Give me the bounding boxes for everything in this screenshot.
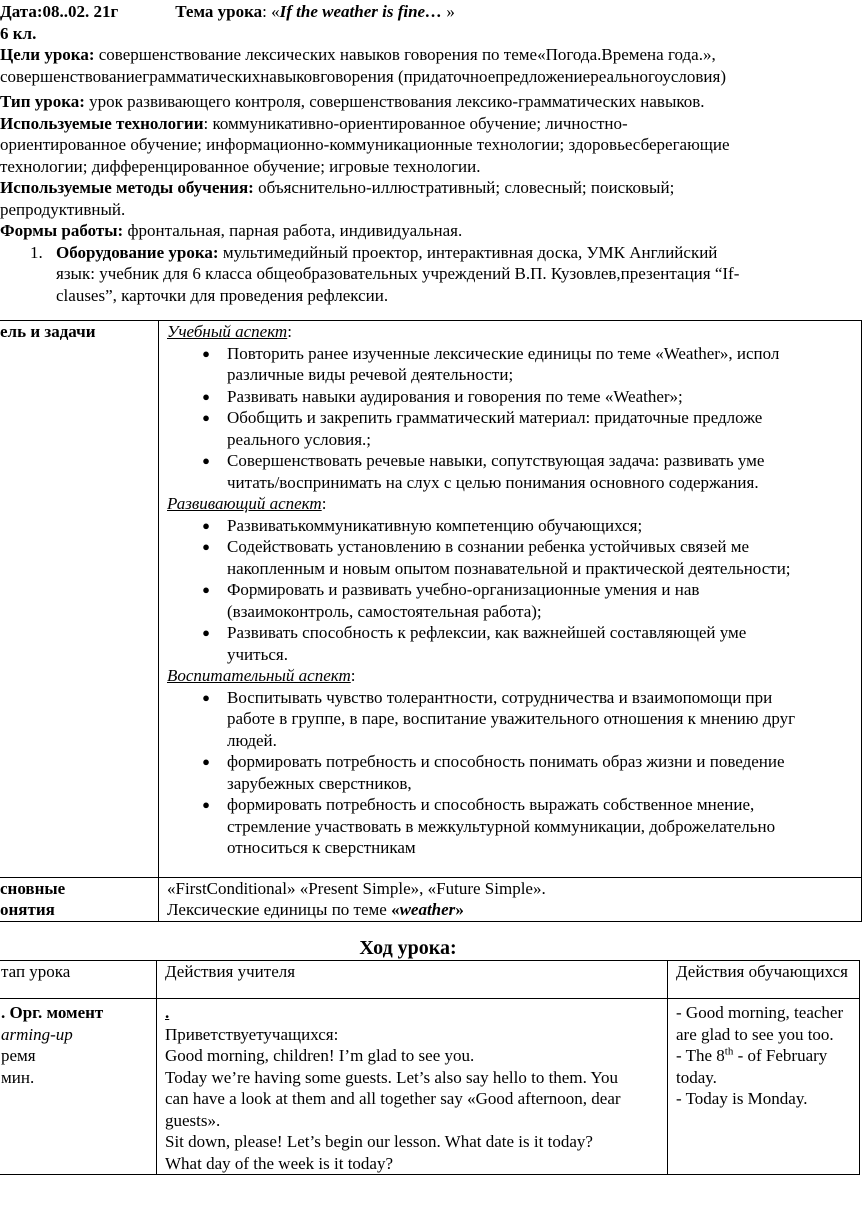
lesson-header <box>0 1 816 306</box>
date-label: Дата:08..02. 21г <box>0 2 119 21</box>
equip-line3: clauses”, карточки для проведения рефлексии. <box>56 285 389 305</box>
teacher-actions <box>165 1024 662 1175</box>
teacher-line: Приветствуетучащихся: <box>165 1024 339 1044</box>
goals-line1 <box>0 44 816 66</box>
vos-item-line: зарубежных сверстников, <box>227 773 412 793</box>
tech-label: Используемые технологии <box>0 113 204 133</box>
vos-item-line: формировать потребность и способность понимать образ жизни и поведение <box>227 752 785 771</box>
topic-end: » <box>442 2 455 21</box>
tech-line3: технологии; дифференцированное обучение; игровые технологии. <box>0 156 481 176</box>
edu-aspect-list <box>167 343 855 494</box>
forms-label: Формы работы: <box>0 221 124 240</box>
forms-line <box>0 220 816 242</box>
dev-aspect-list <box>167 515 855 666</box>
methods-text1: объяснительно-иллюстративный; словесный; поисковый; <box>253 178 675 197</box>
dev-item-line: учиться. <box>227 644 288 664</box>
goals-label: Цели урока: <box>0 45 95 64</box>
dev-item <box>167 536 855 579</box>
concepts-line1: «FirstConditional» «Present Simple», «Future Simple». <box>167 878 546 898</box>
forms-value: фронтальная, парная работа, индивидуальная. <box>123 221 463 240</box>
concepts-line2: Лексические единицы по теме «weather» <box>167 900 464 919</box>
equip-num: 1. <box>30 242 43 262</box>
bullet-icon: ● <box>202 689 210 705</box>
edu-item-line: реального условия.; <box>227 429 372 449</box>
goals-text1: совершенствование лексических навыков говорения по теме«Погода.Времена года.», <box>94 45 716 64</box>
lesson-title: Ход урока: <box>359 937 457 959</box>
stage-name: Орг. момент <box>5 1003 104 1022</box>
stages-header-row <box>0 961 860 999</box>
dev-item <box>167 579 855 622</box>
equip-text1: мультимедийный проектор, интерактивная доска, УМК Английский <box>218 242 718 262</box>
edu-item-line: Обобщить и закрепить грамматический материал: придаточные предложе <box>227 408 763 427</box>
equip-line2: язык: учебник для 6 класса общеобразовательных учреждений В.П. Кузовлев,презентация “If- <box>56 264 740 283</box>
stage-row-org <box>0 999 860 1175</box>
goals-row <box>0 321 862 878</box>
vos-item-line: работе в группе, в паре, воспитание уважительного отношения к мнению друг <box>227 709 796 728</box>
methods-line2: репродуктивный. <box>0 199 126 219</box>
edu-item <box>167 343 855 386</box>
concepts-row-label: сновные онятия <box>0 877 159 921</box>
bullet-icon: ● <box>202 582 210 597</box>
student-cell: - Good morning, teacher are glad to see you too. - The 8th - of February today. - Today is Monday. <box>668 999 860 1175</box>
dev-item-line: Развиватькоммуникативную компетенцию обучающихся; <box>227 515 643 535</box>
bullet-icon: ● <box>202 517 210 533</box>
teacher-mark: . <box>165 1003 170 1022</box>
topic-label: Тема урока <box>175 2 263 21</box>
bullet-icon: ● <box>202 797 210 812</box>
vos-aspect-title: Воспитательный аспект <box>167 666 351 685</box>
topic-value: If the weather is fine… <box>279 2 443 21</box>
equip-line1 <box>0 242 816 264</box>
methods-label: Используемые методы обучения: <box>0 178 254 197</box>
stage-time2: мин. <box>1 1067 35 1087</box>
teacher-line: Good morning, children! I’m glad to see you. <box>165 1046 475 1065</box>
bullet-icon: ● <box>202 388 210 404</box>
col-stage-header: тап урока <box>0 961 157 999</box>
goals-table <box>0 320 862 922</box>
edu-item <box>167 407 855 450</box>
col-student-header: Действия обучающихся <box>668 961 860 999</box>
goals-line2: совершенствованиеграмматическихнавыковговорения (придаточноепредложениереальногоусловия) <box>0 66 727 86</box>
dev-item-line: Формировать и развивать учебно-организационные умения и нав <box>227 580 700 599</box>
dev-item <box>167 622 855 665</box>
vos-item-line: людей. <box>227 730 277 750</box>
dev-item-line: (взаимоконтроль, самостоятельная работа); <box>227 601 542 621</box>
vos-item-line: стремление участвовать в межкультурной коммуникации, доброжелательно <box>227 816 776 836</box>
tech-text1: : коммуникативно-ориентированное обучение; личностно- <box>203 113 628 133</box>
tech-line2: ориентированное обучение; информационно-коммуникационные технологии; здоровьесберегающие <box>0 135 730 154</box>
goals-row-label: ель и задачи <box>0 321 159 878</box>
teacher-line: can have a look at them and all together say «Good afternoon, dear <box>165 1089 621 1108</box>
teacher-line: Sit down, please! Let’s begin our lesson. What date is it today? <box>165 1132 593 1151</box>
concepts-row <box>0 877 862 921</box>
bullet-icon: ● <box>202 625 210 640</box>
type-label: Тип урока: <box>0 92 85 111</box>
topic-sep: : « <box>262 2 280 21</box>
edu-aspect-title: Учебный аспект <box>167 322 288 341</box>
bullet-icon: ● <box>202 539 210 554</box>
edu-item-line: различные виды речевой деятельности; <box>227 365 514 384</box>
bullet-icon: ● <box>202 410 210 425</box>
dev-item <box>167 515 855 537</box>
vos-item-line: формировать потребность и способность выражать собственное мнение, <box>227 795 755 814</box>
edu-item-line: Повторить ранее изученные лексические единицы по теме «Weather», испол <box>227 343 780 363</box>
bullet-icon: ● <box>202 754 210 769</box>
edu-item <box>167 386 855 408</box>
edu-item <box>167 450 855 493</box>
equip-label: Оборудование урока: <box>56 242 219 262</box>
edu-item-line: читать/воспринимать на слух с целью понимания основного содержания. <box>227 472 759 492</box>
tech-line1 <box>0 113 816 135</box>
goals-row-content: Учебный аспект: ● Повторить ранее изученные лексические единицы по теме «Weather», испол различные виды речевой деятельности; ● Развивать навыки аудирования и говорения по теме «Weather»; ● Обобщить и закрепить грамматический материал: придаточные предложе реального условия.; ● Совершенствовать речевые навыки, сопутствующая задача: развивать уме читать/воспринимать на слух с целью понимания основного содержания. Развивающий аспект: ● Развиватькоммуникативную компетенцию обучающихся; ● Содействовать установлению в сознании ребенка устойчивых связей ме накопленным и новым опытом познавательной и практической деятельности; ● Формировать и развивать учебно-организационные умения и нав (взаимоконтроль, самостоятельная работа); ● Развивать способность к рефлексии, как важнейшей составляющей уме учиться. Воспитательный аспект: ● Воспитывать чувство толерантности, сотрудничества и взаимопомощи при работе в группе, в паре, воспитание уважительного отношения к мнению друг людей. ● формировать потребность и способность понимать образ жизни и поведение зарубежных сверстников, ● формировать потребность и способность выражать собственное мнение, стремление участвовать в межкультурной коммуникации, доброжелательно относиться к сверстникам <box>159 321 862 878</box>
bullet-icon: ● <box>202 345 210 361</box>
vos-item-line: относиться к сверстникам <box>227 838 416 857</box>
teacher-cell <box>157 999 668 1175</box>
col-teacher-header: Действия учителя <box>157 961 668 999</box>
teacher-line: Today we’re having some guests. Let’s also say hello to them. You <box>165 1067 619 1087</box>
bullet-icon: ● <box>202 453 210 468</box>
concepts-row-content <box>159 877 862 921</box>
stage-sub: arming-up <box>1 1024 73 1044</box>
vos-item-line: Воспитывать чувство толерантности, сотрудничества и взаимопомощи при <box>227 687 773 707</box>
vos-item <box>167 794 855 859</box>
edu-item-line: Совершенствовать речевые навыки, сопутствующая задача: развивать уме <box>227 451 765 470</box>
dev-item-line: Развивать способность к рефлексии, как важнейшей составляющей уме <box>227 623 747 642</box>
stage-time1: ремя <box>1 1046 36 1065</box>
type-value: урок развивающего контроля, совершенствования лексико-грамматических навыков. <box>84 92 705 111</box>
teacher-line: What day of the week is it today? <box>165 1153 394 1173</box>
grade: 6 кл. <box>0 23 37 43</box>
type-line <box>0 91 816 113</box>
dev-item-line: Содействовать установлению в сознании ребенка устойчивых связей ме <box>227 537 750 556</box>
date-topic-line <box>0 1 816 23</box>
methods-line1 <box>0 177 816 199</box>
edu-item-line: Развивать навыки аудирования и говорения по теме «Weather»; <box>227 386 683 406</box>
vos-item <box>167 687 855 752</box>
stages-table <box>0 960 860 1175</box>
stage-cell: . Орг. момент arming-up ремя мин. <box>0 999 157 1175</box>
teacher-line: guests». <box>165 1110 221 1130</box>
dev-aspect-title: Развивающий аспект <box>167 494 322 513</box>
vos-item <box>167 751 855 794</box>
vos-aspect-list <box>167 687 855 877</box>
dev-item-line: накопленным и новым опытом познавательной и практической деятельности; <box>227 558 791 578</box>
